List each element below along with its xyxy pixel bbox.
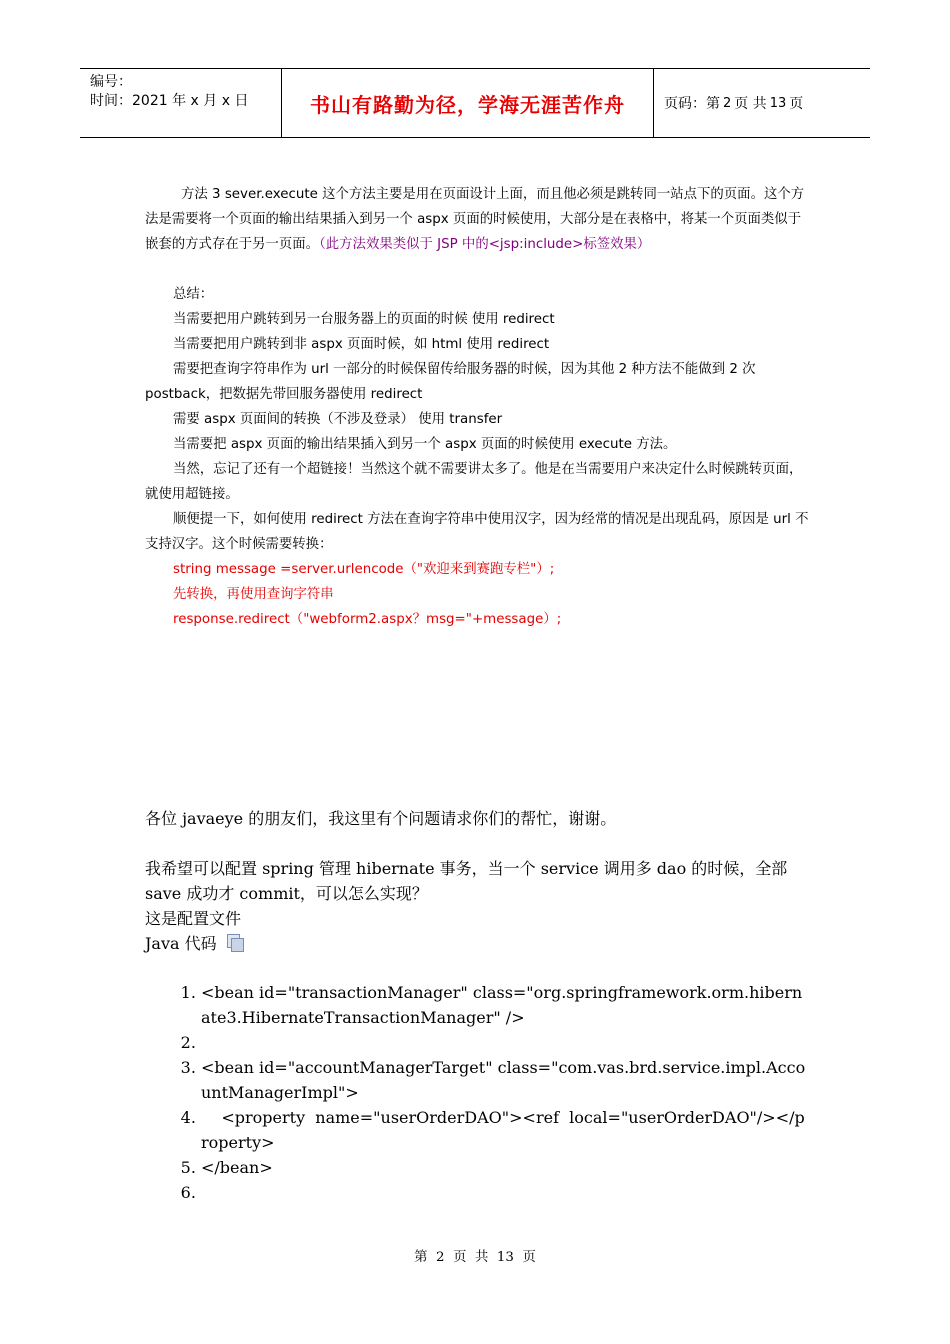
page-info-prefix: 页码：第 — [664, 96, 720, 112]
summary-line: 顺便提一下，如何使用 redirect 方法在查询字符串中使用汉字，因为经常的情况是出现乱码，原因是 url 不支持汉字。这个时候需要转换： — [145, 512, 809, 552]
code-line — [201, 1180, 810, 1205]
summary-line: 当然，忘记了还有一个超链接！当然这个就不需要讲太多了。他是在当需要用户来决定什么时候跳转页面，就使用超链接。 — [145, 462, 803, 502]
page-info-mid: 页 共 — [734, 96, 767, 112]
summary-line: 需要把查询字符串作为 url 一部分的时候保留传给服务器的时候，因为其他 2 种方法不能做到 2 次 postback，把数据先带回服务器使用 redirect — [145, 362, 756, 402]
code-line: 4. <property name="userOrderDAO"><ref local="userOrderDAO"/></property> — [201, 1105, 810, 1155]
number-label: 编号： — [90, 74, 132, 90]
code-label: Java 代码 — [145, 934, 217, 953]
question-intro: 各位 javaeye 的朋友们，我这里有个问题请求你们的帮忙，谢谢。 — [145, 809, 617, 828]
article-body — [145, 182, 810, 632]
header-motto-cell — [282, 69, 654, 137]
page-info-suffix: 页 — [789, 96, 804, 112]
page-header — [80, 68, 870, 138]
time-label: 时间：2021 年 x 月 x 日 — [90, 93, 249, 109]
code-label-row — [145, 931, 810, 956]
summary-line: 需要 aspx 页面间的转换（不涉及登录） 使用 transfer — [173, 412, 503, 427]
code-line-red: string message =server.urlencode（"欢迎来到赛跑专栏"）; — [173, 562, 555, 577]
code-line: 3. <bean id="accountManagerTarget" class="com.vas.brd.service.impl.AccountManagerImpl"> — [201, 1055, 810, 1105]
code-listing — [145, 980, 810, 1205]
question-body: 我希望可以配置 spring 管理 hibernate 事务，当一个 service 调用多 dao 的时候，全部 save 成功才 commit，可以怎么实现？ — [145, 859, 788, 903]
page-total: 13 — [769, 95, 787, 111]
summary-title: 总结： — [173, 287, 214, 302]
code-line: 5. </bean> — [201, 1155, 810, 1180]
code-line-red: 先转换，再使用查询字符串 — [173, 587, 334, 602]
paragraph-execute-text: 方法 3 sever.execute 这个方法主要是用在页面设计上面，而且他必须是跳转同一站点下的页面。这个方法是需要将一个页面的输出结果插入到另一个 aspx 页面的时候使用，大部分是在表格中，将某一个页面类似于嵌套的方式存在于另一页面。 — [145, 187, 805, 252]
code-line-red: response.redirect（"webform2.aspx？msg="+message）; — [173, 612, 562, 627]
copy-icon[interactable] — [225, 933, 243, 951]
page-current: 2 — [723, 95, 732, 111]
paragraph-execute-note: （此方法效果类似于 JSP 中的<jsp:include>标签效果） — [319, 237, 651, 252]
summary-line: 当需要把用户跳转到非 aspx 页面时候，如 html 使用 redirect — [173, 337, 550, 352]
summary-line: 当需要把用户跳转到另一台服务器上的页面的时候 使用 redirect — [173, 312, 555, 327]
code-line: 1. <bean id="transactionManager" class="org.springframework.orm.hibernate3.HibernateTransactionManager" /> — [201, 980, 810, 1030]
motto: 书山有路勤为径，学海无涯苦作舟 — [310, 92, 625, 117]
paragraph-execute — [145, 182, 810, 257]
summary-line: 当需要把 aspx 页面的输出结果插入到另一个 aspx 页面的时候使用 execute 方法。 — [173, 437, 677, 452]
header-left-cell — [80, 69, 282, 137]
page-footer: 第 2 页 共 13 页 — [414, 1250, 536, 1265]
header-page-cell — [654, 69, 870, 137]
code-line — [201, 1030, 810, 1055]
config-label: 这是配置文件 — [145, 909, 242, 928]
